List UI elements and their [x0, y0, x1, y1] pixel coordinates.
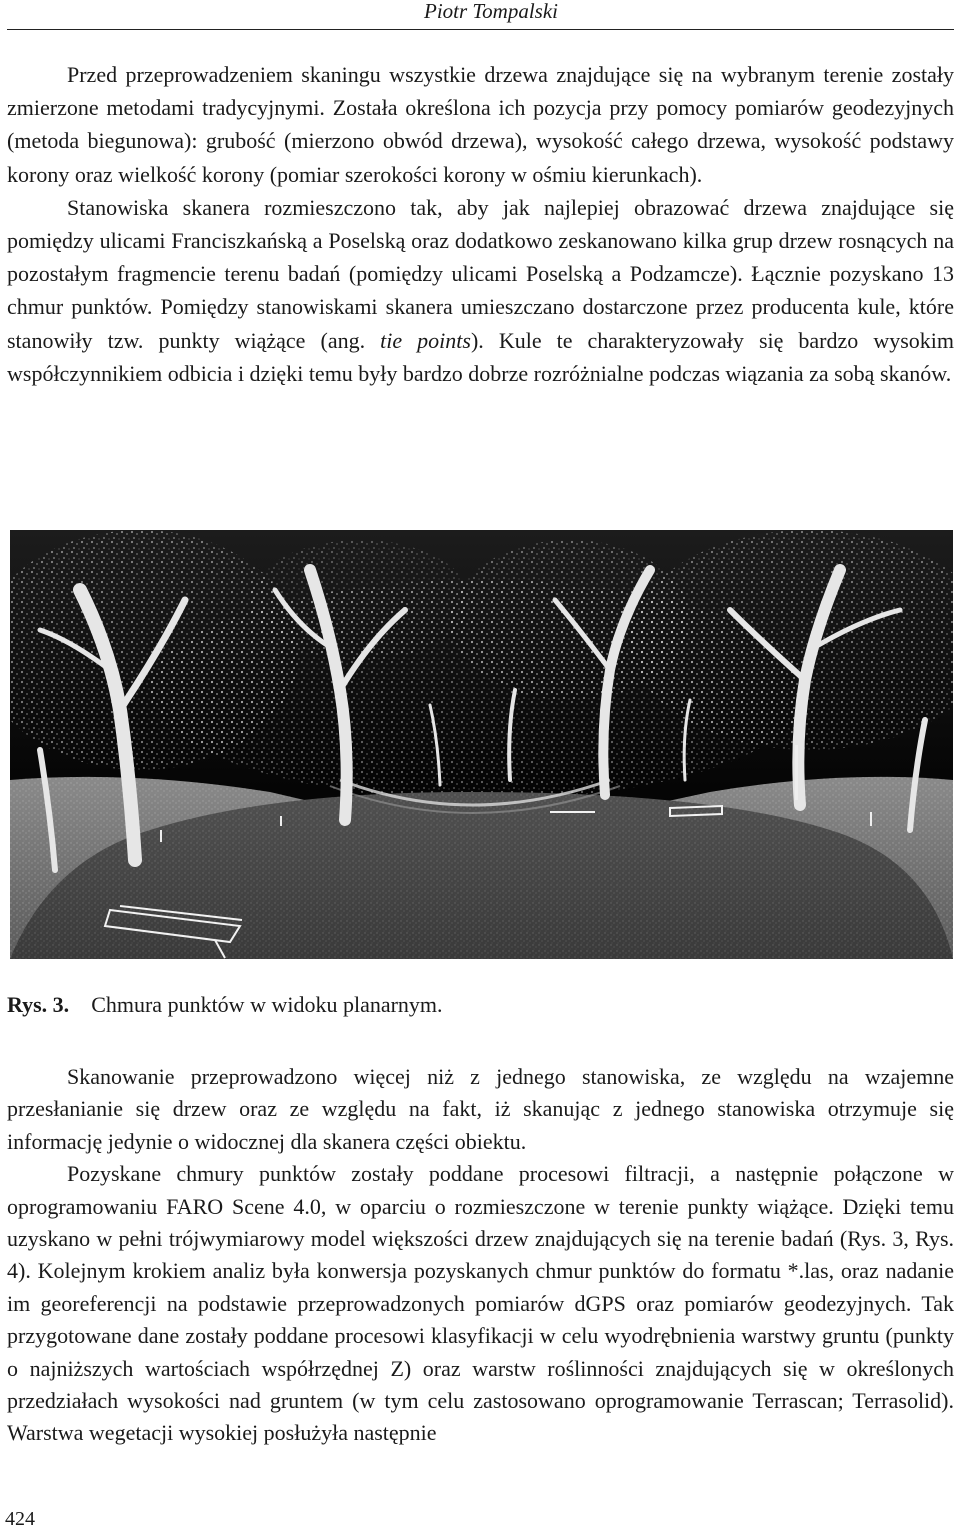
paragraph-text: Stanowiska skanera rozmieszczono tak, aby jak najlepiej obrazować drzewa znajdujące się pomiędzy ulicami Franciszkańską a Poselską oraz dodatkowo zeskanowano kilka grup drzew rosnących na pozostałym fragmencie terenu badań (pomiędzy ulicami Poselską a Podzamcze). Łącznie pozyskano 13 chmur punktów. Pomiędzy stanowiskami skanera umieszczano dostarczone przez producenta kule, które stanowiły tzw. punkty wiążące (ang.: [7, 194, 954, 353]
body-text-top: [7, 58, 954, 390]
paragraph: [7, 191, 954, 390]
point-cloud-image: [10, 530, 953, 959]
paragraph: Przed przeprowadzeniem skaningu wszystkie drzewa znajdujące się na wybranym terenie zostały zmierzone metodami tradycyjnymi. Została określona ich pozycja przy pomocy pomiarów geodezyjnych (metoda biegunowa): grubość (mierzono obwód drzewa), wysokość całego drzewa, wysokość podstawy korony oraz wielkość korony (pomiar szerokości korony w ośmiu kierunkach).: [7, 62, 954, 187]
header-author: Piotr Tompalski: [424, 0, 558, 23]
figure-label: Rys. 3.: [7, 992, 70, 1017]
paragraph-text: ). Kule te charakteryzowały się bardzo wysokim współczynnikiem odbicia i dzięki temu były bardzo dobrze rozróżnialne podczas wiązania za sobą skanów.: [7, 327, 954, 386]
header-rule: [7, 29, 954, 30]
paragraph: Pozyskane chmury punktów zostały poddane procesowi filtracji, a następnie połączone w oprogramowaniu FARO Scene 4.0, w oparciu o rozmieszczone w terenie punkty wiążące. Dzięki temu uzyskano w pełni trójwymiarowy model większości drzew znajdujących się na terenie badań (Rys. 3, Rys. 4). Kolejnym krokiem analiz była konwersja pozyskanych chmur punktów do formatu *.las, oraz nadanie im georeferencji na podstawie przeprowadzonych pomiarów dGPS oraz pomiarów geodezyjnych. Tak przygotowane dane zostały poddane procesowi klasyfikacji w celu wyodrębnienia warstwy gruntu (punkty o najniższych wartościach współrzędnej Z) oraz warstw roślinności znajdujących się w określonych przedziałach wysokości nad gruntem (w tym celu zastosowano oprogramowanie Terrascan; Terrasolid). Warstwa wegetacji wysokiej posłużyła następnie: [7, 1161, 954, 1446]
figure-caption-text: Chmura punktów w widoku planarnym.: [91, 992, 443, 1017]
figure-caption: [7, 992, 443, 1018]
running-header: [0, 0, 960, 30]
italic-term: tie points: [380, 327, 471, 353]
point-cloud-figure: [10, 530, 953, 959]
body-text-bottom: [7, 1061, 954, 1450]
paragraph: Skanowanie przeprowadzono więcej niż z jednego stanowiska, ze względu na wzajemne przesłanianie się drzew oraz ze względu na fakt, iż skanując z jednego stanowiska otrzymuje się informację jedynie o widocznej dla skanera części obiektu.: [7, 1064, 954, 1154]
page-number: 424: [5, 1508, 35, 1530]
